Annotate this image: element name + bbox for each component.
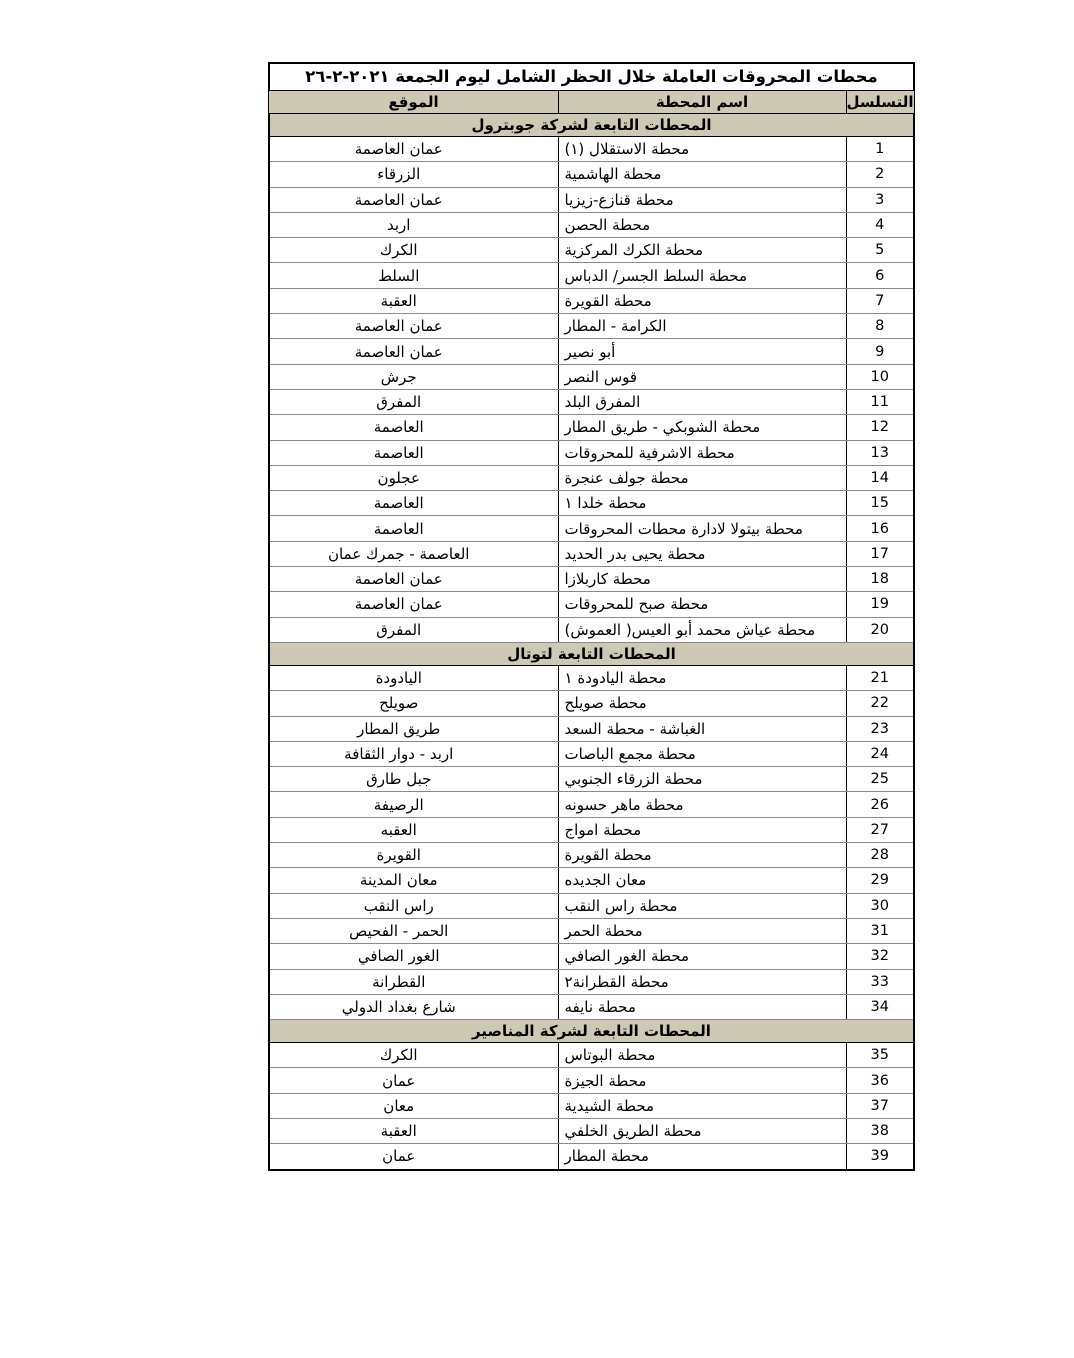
cell-location: عجلون (269, 465, 558, 490)
cell-station-name: محطة الطريق الخلفي (558, 1118, 846, 1143)
cell-station-name: محطة راس النقب (558, 893, 846, 918)
table-row (269, 1043, 914, 1068)
cell-seq: 27 (846, 817, 914, 842)
cell-location: شارع بغداد الدولي (269, 994, 558, 1019)
cell-station-name: محطة السلط الجسر/ الدباس (558, 263, 846, 288)
cell-seq: 23 (846, 716, 914, 741)
table-row (269, 263, 914, 288)
table-row (269, 617, 914, 642)
stations-table (268, 62, 915, 1171)
cell-seq: 24 (846, 741, 914, 766)
cell-seq: 14 (846, 465, 914, 490)
group-label: المحطات التابعة لشركة المناصير (269, 1020, 914, 1043)
cell-station-name: المفرق البلد (558, 389, 846, 414)
group-header-row (269, 1020, 914, 1043)
cell-location: العاصمة (269, 491, 558, 516)
cell-location: اربد - دوار الثقافة (269, 741, 558, 766)
cell-station-name: محطة صويلح (558, 691, 846, 716)
table-row (269, 969, 914, 994)
cell-location: جرش (269, 364, 558, 389)
cell-location: الغور الصافي (269, 944, 558, 969)
cell-seq: 18 (846, 567, 914, 592)
cell-seq: 15 (846, 491, 914, 516)
cell-station-name: محطة عياش محمد أبو العيس( العموش) (558, 617, 846, 642)
cell-seq: 9 (846, 339, 914, 364)
cell-seq: 21 (846, 665, 914, 690)
cell-station-name: محطة القويرة (558, 288, 846, 313)
cell-location: اربد (269, 212, 558, 237)
cell-station-name: محطة الاستقلال (١) (558, 137, 846, 162)
cell-location: طريق المطار (269, 716, 558, 741)
cell-station-name: محطة بيتولا لادارة محطات المحروقات (558, 516, 846, 541)
table-row (269, 491, 914, 516)
group-label: المحطات التابعة لشركة جوبترول (269, 114, 914, 137)
column-header-location: الموقع (269, 91, 558, 114)
table-row (269, 465, 914, 490)
cell-seq: 3 (846, 187, 914, 212)
cell-station-name: محطة المطار (558, 1144, 846, 1170)
cell-seq: 30 (846, 893, 914, 918)
cell-location: السلط (269, 263, 558, 288)
cell-station-name: محطة خلدا ١ (558, 491, 846, 516)
cell-station-name: أبو نصير (558, 339, 846, 364)
cell-station-name: محطة صبح للمحروقات (558, 592, 846, 617)
cell-seq: 20 (846, 617, 914, 642)
table-row (269, 1068, 914, 1093)
cell-seq: 22 (846, 691, 914, 716)
cell-seq: 28 (846, 843, 914, 868)
cell-location: راس النقب (269, 893, 558, 918)
cell-location: عمان العاصمة (269, 567, 558, 592)
table-row (269, 162, 914, 187)
cell-station-name: قوس النصر (558, 364, 846, 389)
cell-seq: 10 (846, 364, 914, 389)
cell-station-name: محطة جولف عنجرة (558, 465, 846, 490)
table-row (269, 187, 914, 212)
cell-seq: 5 (846, 238, 914, 263)
table-row (269, 314, 914, 339)
cell-seq: 13 (846, 440, 914, 465)
cell-seq: 34 (846, 994, 914, 1019)
cell-station-name: معان الجديده (558, 868, 846, 893)
table-row (269, 1093, 914, 1118)
cell-seq: 2 (846, 162, 914, 187)
cell-location: اليادودة (269, 665, 558, 690)
cell-station-name: محطة الغور الصافي (558, 944, 846, 969)
cell-location: عمان العاصمة (269, 339, 558, 364)
cell-location: العاصمة (269, 516, 558, 541)
table-row (269, 516, 914, 541)
table-row (269, 339, 914, 364)
table-row (269, 1118, 914, 1143)
document-title: محطات المحروقات العاملة خلال الحظر الشامل ليوم الجمعة ٢٠٢١-٢-٢٦ (269, 63, 914, 91)
table-row (269, 767, 914, 792)
cell-location: الكرك (269, 238, 558, 263)
cell-station-name: محطة الجيزة (558, 1068, 846, 1093)
table-row (269, 288, 914, 313)
table-row (269, 665, 914, 690)
cell-station-name: محطة كاربلازا (558, 567, 846, 592)
cell-location: العاصمة - جمرك عمان (269, 541, 558, 566)
cell-seq: 29 (846, 868, 914, 893)
column-header-seq: التسلسل (846, 91, 914, 114)
group-header-row (269, 642, 914, 665)
group-label: المحطات التابعة لتوتال (269, 642, 914, 665)
table-row (269, 364, 914, 389)
cell-station-name: محطة مجمع الباصات (558, 741, 846, 766)
cell-location: معان (269, 1093, 558, 1118)
cell-location: الزرقاء (269, 162, 558, 187)
cell-seq: 35 (846, 1043, 914, 1068)
table-row (269, 893, 914, 918)
cell-location: القويرة (269, 843, 558, 868)
table-row (269, 868, 914, 893)
cell-seq: 1 (846, 137, 914, 162)
cell-location: العقبه (269, 817, 558, 842)
cell-station-name: محطة ماهر حسونه (558, 792, 846, 817)
cell-location: القطرانة (269, 969, 558, 994)
cell-location: العقبة (269, 1118, 558, 1143)
table-row (269, 817, 914, 842)
cell-seq: 32 (846, 944, 914, 969)
cell-seq: 4 (846, 212, 914, 237)
cell-station-name: محطة القطرانة٢ (558, 969, 846, 994)
cell-seq: 38 (846, 1118, 914, 1143)
cell-seq: 12 (846, 415, 914, 440)
table-row (269, 440, 914, 465)
cell-location: عمان العاصمة (269, 187, 558, 212)
table-row (269, 843, 914, 868)
cell-seq: 11 (846, 389, 914, 414)
cell-location: عمان العاصمة (269, 137, 558, 162)
cell-location: العقبة (269, 288, 558, 313)
cell-seq: 25 (846, 767, 914, 792)
group-header-row (269, 114, 914, 137)
cell-location: المفرق (269, 617, 558, 642)
cell-location: صويلح (269, 691, 558, 716)
cell-location: الرصيفة (269, 792, 558, 817)
cell-location: عمان العاصمة (269, 314, 558, 339)
cell-station-name: محطة الشيدية (558, 1093, 846, 1118)
cell-seq: 37 (846, 1093, 914, 1118)
cell-location: جبل طارق (269, 767, 558, 792)
stations-table-container (270, 62, 915, 1171)
table-row (269, 792, 914, 817)
cell-station-name: الكرامة - المطار (558, 314, 846, 339)
cell-location: عمان العاصمة (269, 592, 558, 617)
cell-station-name: محطة اليادودة ١ (558, 665, 846, 690)
table-row (269, 741, 914, 766)
cell-station-name: محطة الحمر (558, 918, 846, 943)
cell-seq: 16 (846, 516, 914, 541)
cell-station-name: محطة قنازع-زيزيا (558, 187, 846, 212)
table-row (269, 592, 914, 617)
table-header-row (269, 91, 914, 114)
cell-station-name: محطة نايفه (558, 994, 846, 1019)
cell-location: المفرق (269, 389, 558, 414)
cell-seq: 19 (846, 592, 914, 617)
cell-location: الحمر - الفحيص (269, 918, 558, 943)
table-row (269, 716, 914, 741)
cell-location: معان المدينة (269, 868, 558, 893)
table-row (269, 415, 914, 440)
cell-station-name: محطة الكرك المركزية (558, 238, 846, 263)
cell-seq: 6 (846, 263, 914, 288)
table-row (269, 1144, 914, 1170)
cell-station-name: الغباشة - محطة السعد (558, 716, 846, 741)
document-title-row (269, 63, 914, 91)
cell-station-name: محطة الحصن (558, 212, 846, 237)
table-row (269, 541, 914, 566)
table-row (269, 918, 914, 943)
cell-seq: 39 (846, 1144, 914, 1170)
cell-seq: 26 (846, 792, 914, 817)
cell-location: العاصمة (269, 440, 558, 465)
cell-location: الكرك (269, 1043, 558, 1068)
cell-seq: 36 (846, 1068, 914, 1093)
column-header-name: اسم المحطة (558, 91, 846, 114)
table-row (269, 994, 914, 1019)
table-row (269, 691, 914, 716)
cell-station-name: محطة يحيى بدر الحديد (558, 541, 846, 566)
cell-station-name: محطة القويرة (558, 843, 846, 868)
cell-station-name: محطة الزرقاء الجنوبي (558, 767, 846, 792)
cell-station-name: محطة الهاشمية (558, 162, 846, 187)
table-row (269, 238, 914, 263)
table-row (269, 944, 914, 969)
cell-location: عمان (269, 1068, 558, 1093)
cell-location: العاصمة (269, 415, 558, 440)
table-row (269, 137, 914, 162)
table-row (269, 567, 914, 592)
cell-seq: 31 (846, 918, 914, 943)
cell-location: عمان (269, 1144, 558, 1170)
cell-seq: 33 (846, 969, 914, 994)
table-row (269, 212, 914, 237)
cell-seq: 8 (846, 314, 914, 339)
cell-station-name: محطة الاشرفية للمحروقات (558, 440, 846, 465)
table-row (269, 389, 914, 414)
cell-station-name: محطة البوتاس (558, 1043, 846, 1068)
cell-station-name: محطة امواج (558, 817, 846, 842)
cell-station-name: محطة الشوبكي - طريق المطار (558, 415, 846, 440)
cell-seq: 17 (846, 541, 914, 566)
cell-seq: 7 (846, 288, 914, 313)
